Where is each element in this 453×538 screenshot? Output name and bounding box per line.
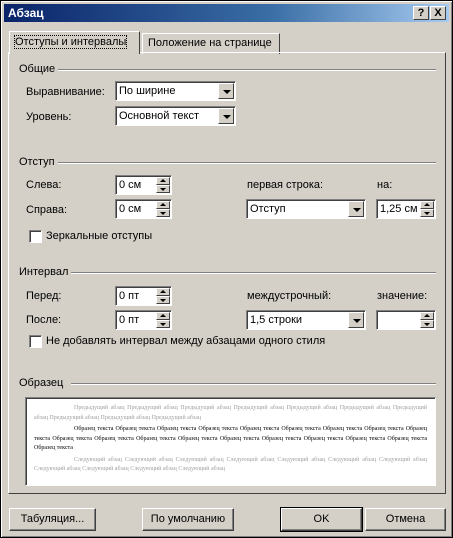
group-preview-label: Образец [19, 377, 64, 389]
mirror-indents-label: Зеркальные отступы [46, 230, 153, 242]
chevron-down-icon[interactable] [348, 312, 364, 328]
spin-down-icon[interactable] [156, 209, 170, 217]
by-spinner[interactable] [420, 201, 434, 217]
dont-add-spacing-label: Не добавлять интервал между абзацами одного стиля [46, 335, 326, 347]
by-field[interactable] [376, 199, 436, 219]
line-spacing-value: 1,5 строки [250, 314, 303, 326]
spacing-before-value: 0 пт [119, 290, 140, 302]
spin-up-icon[interactable] [156, 288, 170, 296]
level-dropdown[interactable] [115, 106, 236, 126]
spacing-after-field[interactable] [115, 310, 172, 330]
indent-left-value: 0 см [119, 179, 142, 191]
by-value: 1,25 см [380, 203, 418, 215]
spacing-after-label: После: [26, 314, 62, 326]
group-spacing-label: Интервал [19, 266, 69, 278]
indent-left-field[interactable] [115, 175, 172, 195]
spin-up-icon[interactable] [420, 201, 434, 209]
ok-button[interactable]: OK [281, 508, 362, 531]
indent-right-value: 0 см [119, 203, 142, 215]
by-label: на: [377, 179, 393, 191]
spin-down-icon[interactable] [156, 320, 170, 328]
chevron-down-icon[interactable] [348, 201, 364, 217]
spin-up-icon[interactable] [156, 177, 170, 185]
tabs-button[interactable]: Табуляция... [9, 508, 96, 531]
first-line-dropdown[interactable] [246, 199, 366, 219]
spin-down-icon[interactable] [156, 296, 170, 304]
spacing-after-value: 0 пт [119, 314, 140, 326]
window-title: Абзац [8, 6, 44, 20]
line-spacing-label: междустрочный: [247, 290, 332, 302]
indent-right-label: Справа: [26, 204, 68, 216]
indent-right-field[interactable] [115, 199, 172, 219]
spin-down-icon[interactable] [420, 320, 434, 328]
spin-up-icon[interactable] [156, 312, 170, 320]
level-value: Основной текст [119, 110, 199, 122]
indent-left-label: Слева: [26, 179, 62, 191]
group-general-divider [58, 69, 436, 71]
level-label: Уровень: [26, 111, 72, 123]
at-field[interactable] [376, 310, 436, 330]
spin-up-icon[interactable] [420, 312, 434, 320]
paragraph-preview [25, 397, 436, 486]
spacing-before-label: Перед: [26, 290, 62, 302]
group-indent-label: Отступ [19, 156, 55, 168]
chevron-down-icon[interactable] [218, 108, 234, 124]
close-button[interactable]: X [430, 6, 446, 20]
first-line-value: Отступ [250, 203, 286, 215]
set-default-button[interactable]: По умолчанию [142, 508, 234, 531]
spin-down-icon[interactable] [156, 185, 170, 193]
preview-next-paragraph: Следующий абзац Следующий абзац Следующий абзац Следующий абзац Следующий абзац Следующий абзац Следующий абзац Следующий абзац Следующий абзац Следующий абзац Следующий абзац [34, 456, 427, 472]
spacing-before-field[interactable] [115, 286, 172, 306]
spacing-before-spinner[interactable] [156, 288, 170, 304]
group-general-label: Общие [19, 63, 56, 75]
line-spacing-dropdown[interactable] [246, 310, 366, 330]
first-line-label: первая строка: [247, 179, 324, 191]
indent-left-spinner[interactable] [156, 177, 170, 193]
group-preview-divider [71, 383, 436, 385]
alignment-dropdown[interactable] [115, 81, 236, 101]
preview-sample-paragraph: Образец текста Образец текста Образец текста Образец текста Образец текста Образец текста Образец текста Образец текста Образец текста Образец текста Образец текста Образец текста Образец текста Образец текста Образец текста Образец текста Образец текста Образец текста Образец текста [34, 426, 427, 451]
dont-add-spacing-checkbox[interactable] [29, 335, 42, 348]
at-spinner[interactable] [420, 312, 434, 328]
chevron-down-icon[interactable] [218, 83, 234, 99]
title-bar [4, 4, 449, 22]
group-indent-divider [58, 162, 436, 164]
preview-previous-paragraph: Предыдущий абзац Предыдущий абзац Предыдущий абзац Предыдущий абзац Предыдущий абзац Предыдущий абзац Предыдущий абзац Предыдущий абзац Предыдущий абзац Предыдущий абзац [34, 405, 427, 421]
alignment-value: По ширине [119, 85, 176, 97]
spacing-after-spinner[interactable] [156, 312, 170, 328]
tab-indents-spacing[interactable]: Отступы и интервалы [9, 31, 140, 54]
group-spacing-divider [71, 272, 436, 274]
tab-line-page-breaks[interactable]: Положение на странице [142, 33, 280, 54]
alignment-label: Выравнивание: [26, 86, 105, 98]
spin-down-icon[interactable] [420, 209, 434, 217]
at-label: значение: [377, 290, 428, 302]
cancel-button[interactable]: Отмена [365, 508, 446, 531]
mirror-indents-checkbox[interactable] [29, 230, 42, 243]
spin-up-icon[interactable] [156, 201, 170, 209]
indent-right-spinner[interactable] [156, 201, 170, 217]
help-button[interactable]: ? [413, 6, 429, 20]
